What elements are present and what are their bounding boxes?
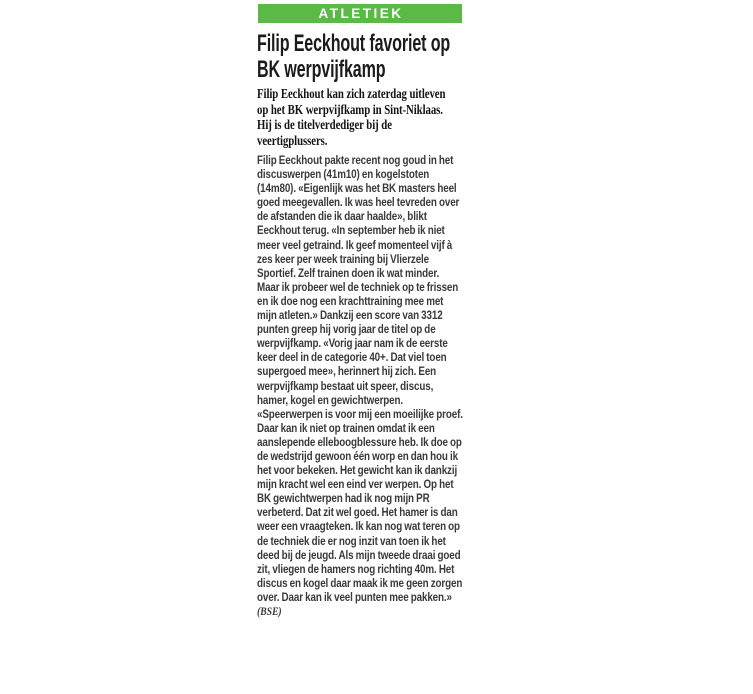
body-copy: Filip Eeckhout pakte recent nog goud in het discuswerpen (41m10) en kogelstoten (14m80). «Eigenlijk was het BK masters heel goed meegevallen. Ik was heel tevreden over de afstanden die ik daar haalde», blikt Eeckhout terug. «In september heb ik niet meer veel getraind. Ik geef momenteel vijf à zes keer per week training bij Vlierzele Sportief. Zelf trainen doen ik wat minder. Maar ik probeer wel de techniek op te frissen en ik doe nog een krachttraining mee met mijn atleten.» Dankzij een score van 3312 punten greep hij vorig jaar de titel op de werpvijfkamp. «Vorig jaar nam ik de eerste keer deel in de categorie 40+. Dat viel toen supergoed mee», herinnert hij zich. Een werpvijfkamp bestaat uit speer, discus, hamer, kogel en gewichtwerpen. «Speerwerpen is voor mij een moeilijke proef. Daar kan ik niet op trainen omdat ik een aanslepende elleboogblessure heb. Ik doe op de wedstrijd gewoon één worp en dan hou ik het voor bekeken. Het gewicht kan ik dankzij mijn kracht wel een eind ver werpen. Op het BK gewichtwerpen had ik nog mijn PR verbeterd. Dat zit wel goed. Het hamer is dan weer een vraagteken. Ik kan nog wat teren op de techniek die er nog inzit van toen ik het deed bij de jeugd. Als mijn tweede draai goed zit, vliegen de hamers nog richting 40m. Het discus en kogel daar maak ik me geen zorgen over. Daar kan ik veel punten mee pakken.» [257,153,463,604]
article-atletiek [257,0,463,618]
byline: (BSE) [257,604,282,618]
section-kicker-label: ATLETIEK [318,5,404,21]
headline: Filip Eeckhout favoriet op BK werpvijfkamp [257,30,451,83]
lede: Filip Eeckhout kan zich zaterdag uitleven op het BK werpvijfkamp in Sint-Niklaas. Hij is de titelverdediger bij de veertigplussers. [257,86,446,148]
body-text [257,153,464,618]
section-kicker-bar [258,4,462,23]
